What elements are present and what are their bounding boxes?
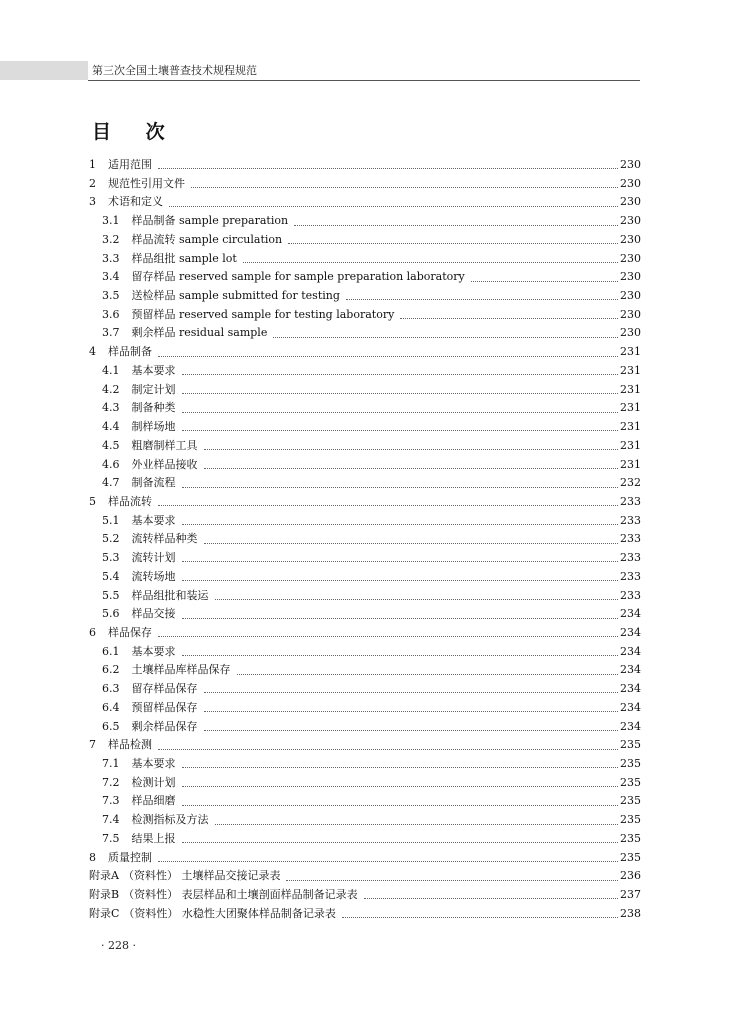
- toc-entry-title: 粗磨制样工具: [131, 438, 198, 452]
- dot-leader: [182, 392, 619, 394]
- toc-entry[interactable]: [89, 362, 641, 381]
- dot-leader: [158, 167, 618, 169]
- dot-leader: [288, 242, 618, 244]
- toc-entry-page: 230: [620, 158, 641, 171]
- toc-entry-page: 236: [620, 869, 641, 883]
- toc-entry-title: 制备种类: [131, 401, 176, 415]
- toc-entry-page: 230: [620, 270, 641, 284]
- toc-entry-page: 235: [620, 775, 641, 789]
- toc-entry-page: 231: [620, 345, 641, 359]
- toc-entry-page: 230: [620, 289, 641, 303]
- dot-leader: [158, 355, 618, 357]
- dot-leader: [215, 823, 619, 825]
- toc-entry[interactable]: [89, 568, 641, 587]
- toc-entry-page: 234: [620, 644, 641, 658]
- dot-leader: [182, 486, 619, 488]
- toc-entry-number: 1: [89, 158, 96, 171]
- toc-entry-page: 234: [620, 719, 641, 733]
- toc-entry-number: 附录B: [89, 888, 120, 902]
- toc-entry-title: 样品检测: [108, 738, 152, 752]
- dot-leader: [191, 186, 618, 188]
- dot-leader: [237, 673, 619, 675]
- toc-entry-number: 6.3: [102, 682, 120, 696]
- toc-entry-title: （资料性） 表层样品和土壤剖面样品制备记录表: [123, 888, 358, 902]
- toc-entry-title: 规范性引用文件: [108, 176, 185, 190]
- toc-entry-title: 基本要求: [131, 757, 176, 770]
- toc-entry-title: 基本要求: [131, 363, 176, 377]
- toc-entry[interactable]: [89, 287, 641, 306]
- toc-entry-page: 230: [620, 214, 641, 228]
- toc-entry-number: 3.5: [102, 289, 120, 303]
- toc-entry[interactable]: [89, 830, 641, 849]
- toc-entry-page: 230: [620, 232, 641, 246]
- toc-entry-title: 剩余样品保存: [131, 719, 198, 733]
- dot-leader: [342, 916, 618, 918]
- dot-leader: [158, 860, 618, 862]
- toc-entry-number: 4.4: [102, 420, 120, 434]
- dot-leader: [182, 523, 619, 525]
- dot-leader: [215, 598, 619, 600]
- toc-entry-page: 233: [620, 494, 641, 508]
- dot-leader: [204, 448, 619, 450]
- toc-entry[interactable]: [89, 811, 641, 830]
- toc-entry-title: 土壤样品库样品保存: [131, 663, 231, 677]
- dot-leader: [471, 280, 618, 282]
- toc-entry-page: 230: [620, 326, 641, 340]
- toc-entry-page: 235: [620, 757, 641, 770]
- dot-leader: [182, 617, 619, 619]
- toc-entry[interactable]: [89, 680, 641, 699]
- toc-entry-page: 231: [620, 457, 641, 471]
- toc-entry-number: 7.3: [102, 794, 120, 808]
- toc-entry-number: 附录C: [89, 906, 120, 920]
- toc-entry-number: 6.4: [102, 700, 120, 714]
- running-header: 第三次全国土壤普查技术规程规范: [92, 64, 257, 77]
- toc-entry-number: 5.6: [102, 607, 120, 621]
- toc-entry-number: 2: [89, 176, 96, 190]
- toc-entry-page: 235: [620, 831, 641, 845]
- toc-entry[interactable]: [89, 736, 641, 755]
- toc-entry[interactable]: [89, 624, 641, 643]
- toc-entry-title: 制样场地: [131, 420, 176, 434]
- toc-entry-title: 样品交接: [131, 607, 176, 621]
- toc-entry-title: 样品制备: [108, 345, 152, 359]
- dot-leader: [182, 654, 619, 656]
- toc-entry-number: 6.2: [102, 663, 120, 677]
- toc-entry-number: 4.6: [102, 457, 120, 471]
- toc-entry-page: 234: [620, 625, 641, 639]
- toc-entry-title: （资料性） 水稳性大团聚体样品制备记录表: [123, 906, 336, 920]
- toc-entry[interactable]: [89, 418, 641, 437]
- table-of-contents: [89, 156, 641, 923]
- dot-leader: [400, 317, 618, 319]
- toc-entry-title: （资料性） 土壤样品交接记录表: [122, 869, 281, 883]
- toc-entry-page: 230: [620, 307, 641, 321]
- toc-entry[interactable]: [89, 156, 641, 175]
- toc-entry-number: 4.5: [102, 438, 120, 452]
- toc-entry-page: 234: [620, 682, 641, 696]
- toc-entry-number: 6: [89, 625, 96, 639]
- toc-entry[interactable]: [89, 549, 641, 568]
- toc-entry[interactable]: [89, 231, 641, 250]
- toc-entry-number: 3.7: [102, 326, 120, 340]
- toc-entry-page: 233: [620, 588, 641, 602]
- toc-entry[interactable]: [89, 699, 641, 718]
- toc-entry-page: 234: [620, 700, 641, 714]
- toc-entry-number: 3.3: [102, 251, 120, 265]
- toc-entry-title: 剩余样品 residual sample: [131, 326, 268, 340]
- toc-entry[interactable]: [89, 268, 641, 287]
- dot-leader: [204, 710, 619, 712]
- page-number: · 228 ·: [101, 939, 136, 952]
- toc-entry-title: 样品细磨: [131, 794, 176, 808]
- toc-entry-number: 7.1: [102, 757, 120, 770]
- dot-leader: [273, 336, 618, 338]
- toc-entry-number: 5.5: [102, 588, 120, 602]
- toc-entry-page: 233: [620, 569, 641, 583]
- toc-entry-page: 235: [620, 850, 641, 864]
- toc-entry-page: 231: [620, 363, 641, 377]
- toc-entry[interactable]: [89, 456, 641, 475]
- toc-entry-page: 231: [620, 382, 641, 396]
- toc-entry-page: 230: [620, 195, 641, 209]
- toc-entry-page: 233: [620, 551, 641, 565]
- toc-entry-title: 流转样品种类: [131, 532, 198, 546]
- toc-entry-title: 留存样品保存: [131, 682, 198, 696]
- dot-leader: [169, 205, 618, 207]
- toc-entry-page: 231: [620, 401, 641, 415]
- toc-entry[interactable]: [89, 399, 641, 418]
- toc-entry[interactable]: [89, 774, 641, 793]
- toc-entry-number: 7.2: [102, 775, 120, 789]
- toc-entry-title: 结果上报: [131, 831, 176, 845]
- toc-entry[interactable]: [89, 718, 641, 737]
- toc-entry-page: 235: [620, 738, 641, 752]
- toc-entry-page: 233: [620, 532, 641, 546]
- dot-leader: [204, 729, 619, 731]
- toc-entry-page: 238: [620, 906, 641, 920]
- dot-leader: [182, 841, 619, 843]
- toc-entry[interactable]: [89, 886, 641, 905]
- toc-entry-title: 预留样品保存: [131, 700, 198, 714]
- toc-entry[interactable]: [89, 381, 641, 400]
- toc-entry[interactable]: [89, 474, 641, 493]
- toc-entry-number: 7.4: [102, 813, 120, 827]
- toc-entry-number: 3.1: [102, 214, 120, 228]
- toc-entry-page: 230: [620, 251, 641, 265]
- toc-entry-title: 留存样品 reserved sample for sample preparation laboratory: [131, 270, 465, 284]
- toc-entry-title: 样品流转 sample circulation: [131, 232, 283, 246]
- toc-entry-number: 5.1: [102, 513, 120, 527]
- toc-entry[interactable]: [89, 867, 641, 886]
- toc-entry[interactable]: [89, 849, 641, 868]
- dot-leader: [158, 748, 618, 750]
- toc-entry-title: 流转场地: [131, 569, 176, 583]
- toc-entry-title: 预留样品 reserved sample for testing laboratory: [131, 307, 395, 321]
- toc-entry[interactable]: [89, 587, 641, 606]
- toc-entry-title: 检测指标及方法: [131, 813, 209, 827]
- toc-entry-page: 234: [620, 663, 641, 677]
- dot-leader: [182, 373, 619, 375]
- toc-entry-title: 制定计划: [131, 382, 176, 396]
- dot-leader: [182, 429, 619, 431]
- toc-entry-number: 6.1: [102, 644, 120, 658]
- toc-entry[interactable]: [89, 905, 641, 924]
- dot-leader: [182, 411, 619, 413]
- header-band: [0, 61, 88, 80]
- toc-entry[interactable]: [89, 175, 641, 194]
- toc-entry[interactable]: [89, 212, 641, 231]
- toc-entry-page: 237: [620, 888, 641, 902]
- toc-entry[interactable]: [89, 437, 641, 456]
- dot-leader: [204, 542, 619, 544]
- toc-entry[interactable]: [89, 512, 641, 531]
- toc-entry-number: 5.2: [102, 532, 120, 546]
- toc-entry-number: 4: [89, 345, 96, 359]
- dot-leader: [182, 560, 619, 562]
- toc-entry-title: 样品保存: [108, 625, 152, 639]
- toc-entry-page: 231: [620, 420, 641, 434]
- toc-entry-number: 3.6: [102, 307, 120, 321]
- toc-title: 目 次: [92, 121, 179, 143]
- dot-leader: [182, 579, 619, 581]
- toc-entry-number: 3: [89, 195, 96, 209]
- toc-entry[interactable]: [89, 193, 641, 212]
- toc-entry[interactable]: [89, 792, 641, 811]
- dot-leader: [182, 766, 619, 768]
- dot-leader: [346, 298, 618, 300]
- toc-entry-page: 235: [620, 813, 641, 827]
- toc-entry-title: 样品组批和装运: [131, 588, 209, 602]
- toc-entry-number: 附录A: [89, 869, 119, 883]
- dot-leader: [243, 261, 618, 263]
- toc-entry[interactable]: [89, 605, 641, 624]
- toc-entry-title: 样品制备 sample preparation: [131, 214, 289, 228]
- toc-entry-number: 8: [89, 850, 96, 864]
- dot-leader: [158, 635, 618, 637]
- toc-entry-title: 样品组批 sample lot: [131, 251, 237, 265]
- toc-entry-number: 4.7: [102, 476, 120, 490]
- toc-entry-page: 232: [620, 476, 641, 490]
- toc-entry-title: 样品流转: [108, 494, 152, 508]
- dot-leader: [286, 879, 618, 881]
- toc-entry-title: 基本要求: [131, 513, 176, 527]
- toc-entry[interactable]: [89, 343, 641, 362]
- dot-leader: [182, 804, 619, 806]
- toc-entry-page: 230: [620, 176, 641, 190]
- toc-entry-number: 4.1: [102, 363, 120, 377]
- toc-entry[interactable]: [89, 306, 641, 325]
- toc-entry[interactable]: [89, 324, 641, 343]
- header-rule: [88, 80, 640, 81]
- toc-entry-page: 235: [620, 794, 641, 808]
- toc-entry-title: 流转计划: [131, 551, 176, 565]
- toc-entry-title: 外业样品接收: [131, 457, 198, 471]
- toc-entry-number: 4.2: [102, 382, 120, 396]
- toc-entry[interactable]: [89, 661, 641, 680]
- toc-entry-title: 检测计划: [131, 775, 176, 789]
- toc-entry-title: 基本要求: [131, 644, 176, 658]
- toc-entry-page: 231: [620, 438, 641, 452]
- toc-entry-page: 234: [620, 607, 641, 621]
- toc-entry-number: 5.3: [102, 551, 120, 565]
- toc-entry[interactable]: [89, 493, 641, 512]
- dot-leader: [204, 691, 619, 693]
- toc-entry[interactable]: [89, 530, 641, 549]
- dot-leader: [204, 467, 619, 469]
- toc-entry-number: 3.2: [102, 232, 120, 246]
- toc-entry[interactable]: [89, 250, 641, 269]
- dot-leader: [158, 504, 618, 506]
- toc-entry-number: 5.4: [102, 569, 120, 583]
- toc-entry-title: 术语和定义: [108, 195, 163, 209]
- toc-entry-number: 6.5: [102, 719, 120, 733]
- toc-entry[interactable]: [89, 643, 641, 662]
- toc-entry-title: 制备流程: [131, 476, 176, 490]
- toc-entry-number: 7: [89, 738, 96, 752]
- dot-leader: [182, 785, 619, 787]
- dot-leader: [294, 224, 618, 226]
- dot-leader: [364, 897, 618, 899]
- toc-entry-title: 质量控制: [108, 850, 152, 864]
- toc-entry-number: 4.3: [102, 401, 120, 415]
- toc-entry-number: 3.4: [102, 270, 120, 284]
- toc-entry-title: 送检样品 sample submitted for testing: [131, 289, 340, 303]
- toc-entry[interactable]: [89, 755, 641, 774]
- toc-entry-number: 7.5: [102, 831, 120, 845]
- toc-entry-title: 适用范围: [108, 158, 152, 171]
- toc-entry-page: 233: [620, 513, 641, 527]
- toc-entry-number: 5: [89, 494, 96, 508]
